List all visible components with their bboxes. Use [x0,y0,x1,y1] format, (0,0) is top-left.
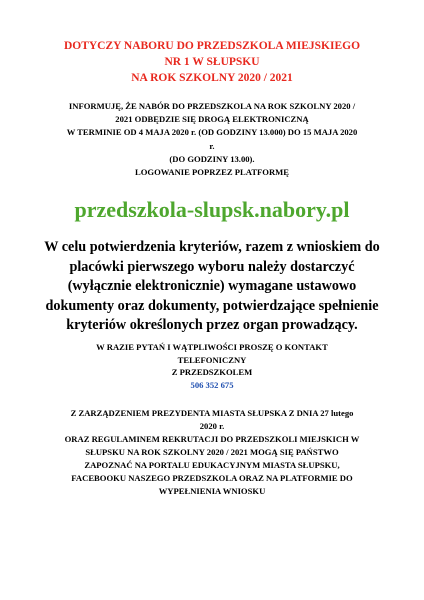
heading-line: NR 1 W SŁUPSKU [164,56,260,68]
phone-number[interactable]: 506 352 675 [190,379,234,390]
notice-line: kryteriów określonych przez organ prowadzący. [66,317,358,334]
notice-line: W celu potwierdzenia kryteriów, razem z wnioskiem do [44,239,380,255]
heading-line: NA ROK SZKOLNY 2020 / 2021 [131,72,293,84]
contact-line: TELEFONICZNY [177,354,247,365]
platform-website-link[interactable]: przedszkola-slupsk.nabory.pl [74,197,350,222]
notice-line: (wyłącznie elektronicznie) wymagane ustawowo [67,278,357,295]
regulations-line: SŁUPSKU NA ROK SZKOLNY 2020 / 2021 MOGĄ SIĘ PAŃSTWO [85,447,339,457]
enrollment-info [20,100,404,179]
info-line: 2021 ODBĘDZIE SIĘ DROGĄ ELEKTRONICZNĄ [115,114,309,125]
info-line: (DO GODZINY 13.00). [169,153,255,164]
info-line: INFORMUJĘ, ŻE NABÓR DO PRZEDSZKOLA NA ROK SZKOLNY 2020 / [68,101,356,111]
regulations-section [20,407,404,498]
info-line: LOGOWANIE POPRZEZ PLATFORMĘ [134,167,290,178]
regulations-line: ZAPOZNAĆ NA PORTALU EDUKACYJNYM MIASTA SŁUPSKU, [84,460,340,470]
info-line: r. [209,140,215,151]
heading-line: DOTYCZY NABORU DO PRZEDSZKOLA MIEJSKIEGO [63,40,361,52]
notice-line: dokumenty oraz dokumenty, potwierdzające spełnienie [45,297,379,314]
contact-section [20,341,404,391]
document-heading [28,38,396,86]
regulations-line: ORAZ REGULAMINEM REKRUTACJI DO PRZEDSZKOLI MIEJSKICH W [64,434,360,444]
regulations-line: Z ZARZĄDZENIEM PREZYDENTA MIASTA SŁUPSKA Z DNIA 27 lutego [70,408,354,418]
regulations-line: WYPEŁNIENIA WNIOSKU [158,486,266,496]
regulations-line: 2020 r. [199,421,225,431]
contact-line: Z PRZEDSZKOLEM [171,367,253,378]
documents-notice [24,238,400,336]
info-line: W TERMINIE OD 4 MAJA 2020 r. (OD GODZINY 13.000) DO 15 MAJA 2020 [66,127,358,138]
notice-line: placówki pierwszego wyboru należy dostarczyć [69,258,355,275]
regulations-line: FACEBOOKU NASZEGO PRZEDSZKOLA ORAZ NA PLATFORMIE DO [71,473,353,483]
contact-line: W RAZIE PYTAŃ I WĄTPLIWOŚCI PROSZĘ O KONTAKT [96,342,328,352]
